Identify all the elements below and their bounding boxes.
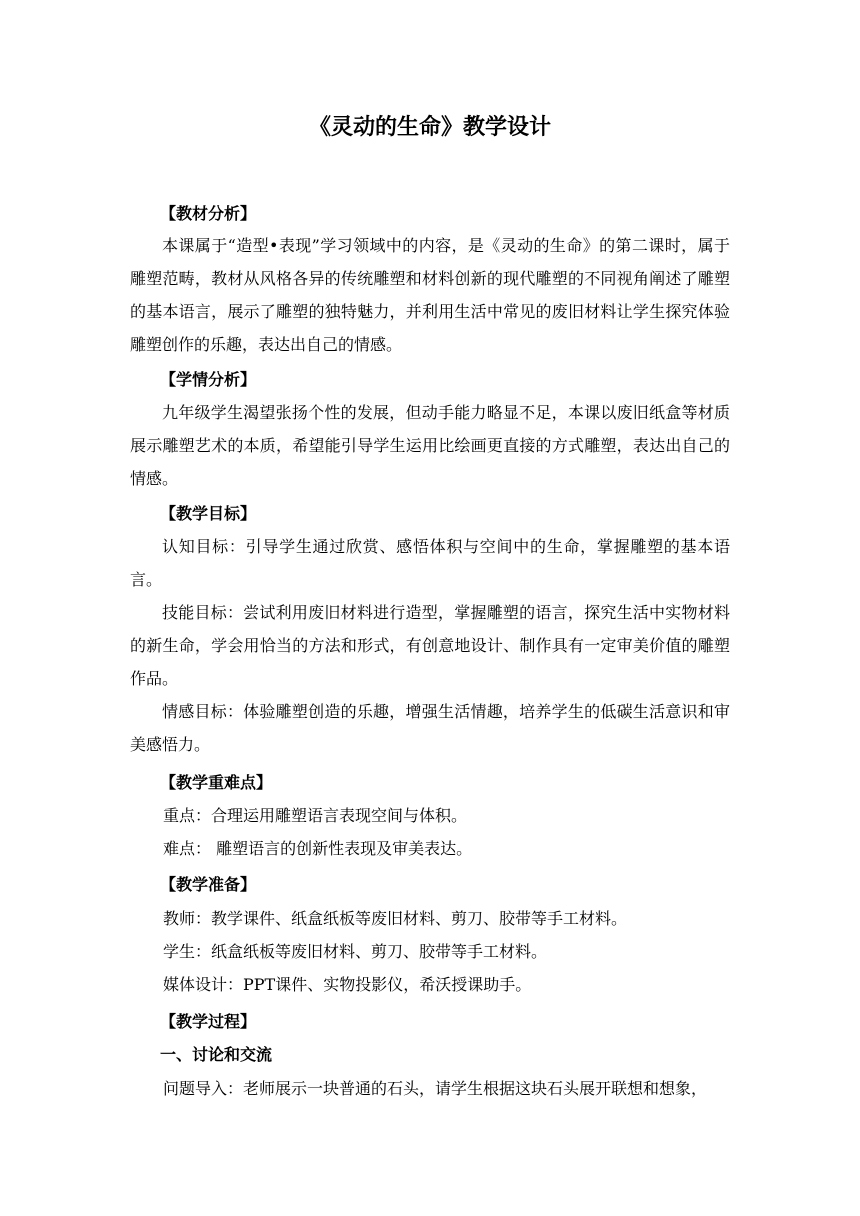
difficulty-point-text: 难点： 雕塑语言的创新性表现及审美表达。 bbox=[163, 839, 473, 858]
section-heading-teaching-goals: 【教学目标】 bbox=[160, 504, 257, 523]
material-analysis-text: 本课属于“造型•表现”学习领域中的内容，是《灵动的生命》的第二课时，属于雕塑范畴，教材从风格各异的传统雕塑和材料创新的现代雕塑的不同视角阐述了雕塑的基本语言，展示了雕塑的独特魅力，并利用生活中常见的废旧材料让学生探究体验雕塑创作的乐趣，表达出自己的情感。 bbox=[130, 236, 730, 354]
section-heading-key-points: 【教学重难点】 bbox=[160, 773, 273, 792]
preparation-lines bbox=[130, 902, 730, 1001]
section-heading-material-analysis: 【教材分析】 bbox=[160, 204, 257, 223]
teacher-preparation-text: 教师：教学课件、纸盒纸板等废旧材料、剪刀、胶带等手工材料。 bbox=[163, 909, 628, 928]
process-intro-text: 问题导入：老师展示一块普通的石头，请学生根据这块石头展开联想和想象， bbox=[163, 1079, 708, 1098]
key-points-lines bbox=[130, 799, 730, 865]
process-intro-lines bbox=[130, 1072, 730, 1105]
material-analysis-paragraph bbox=[130, 229, 730, 361]
student-analysis-paragraph bbox=[130, 396, 730, 495]
section-heading-process: 【教学过程】 bbox=[160, 1012, 257, 1031]
cognitive-goal-text: 认知目标：引导学生通过欣赏、感悟体积与空间中的生命，掌握雕塑的基本语言。 bbox=[130, 537, 730, 589]
emotion-goal-text: 情感目标：体验雕塑创造的乐趣，增强生活情趣，培养学生的低碳生活意识和审美感悟力。 bbox=[130, 702, 730, 754]
process-subheading: 一、讨论和交流 bbox=[160, 1045, 273, 1064]
student-preparation-text: 学生：纸盒纸板等废旧材料、剪刀、胶带等手工材料。 bbox=[163, 942, 548, 961]
skill-goal-text: 技能目标：尝试利用废旧材料进行造型，掌握雕塑的语言，探究生活中实物材料的新生命，学会用恰当的方法和形式，有创意地设计、制作具有一定审美价值的雕塑作品。 bbox=[130, 603, 730, 688]
section-heading-preparation: 【教学准备】 bbox=[160, 875, 257, 894]
document-title: 《灵动的生命》教学设计 bbox=[308, 115, 551, 140]
focus-point-text: 重点：合理运用雕塑语言表现空间与体积。 bbox=[163, 806, 468, 825]
teaching-goals-paragraphs bbox=[130, 530, 730, 761]
student-analysis-text: 九年级学生渴望张扬个性的发展，但动手能力略显不足，本课以废旧纸盒等材质展示雕塑艺术的本质，希望能引导学生运用比绘画更直接的方式雕塑，表达出自己的情感。 bbox=[130, 403, 730, 488]
media-preparation-text: 媒体设计：PPT课件、实物投影仪，希沃授课助手。 bbox=[163, 975, 532, 994]
section-heading-student-analysis: 【学情分析】 bbox=[160, 370, 257, 389]
